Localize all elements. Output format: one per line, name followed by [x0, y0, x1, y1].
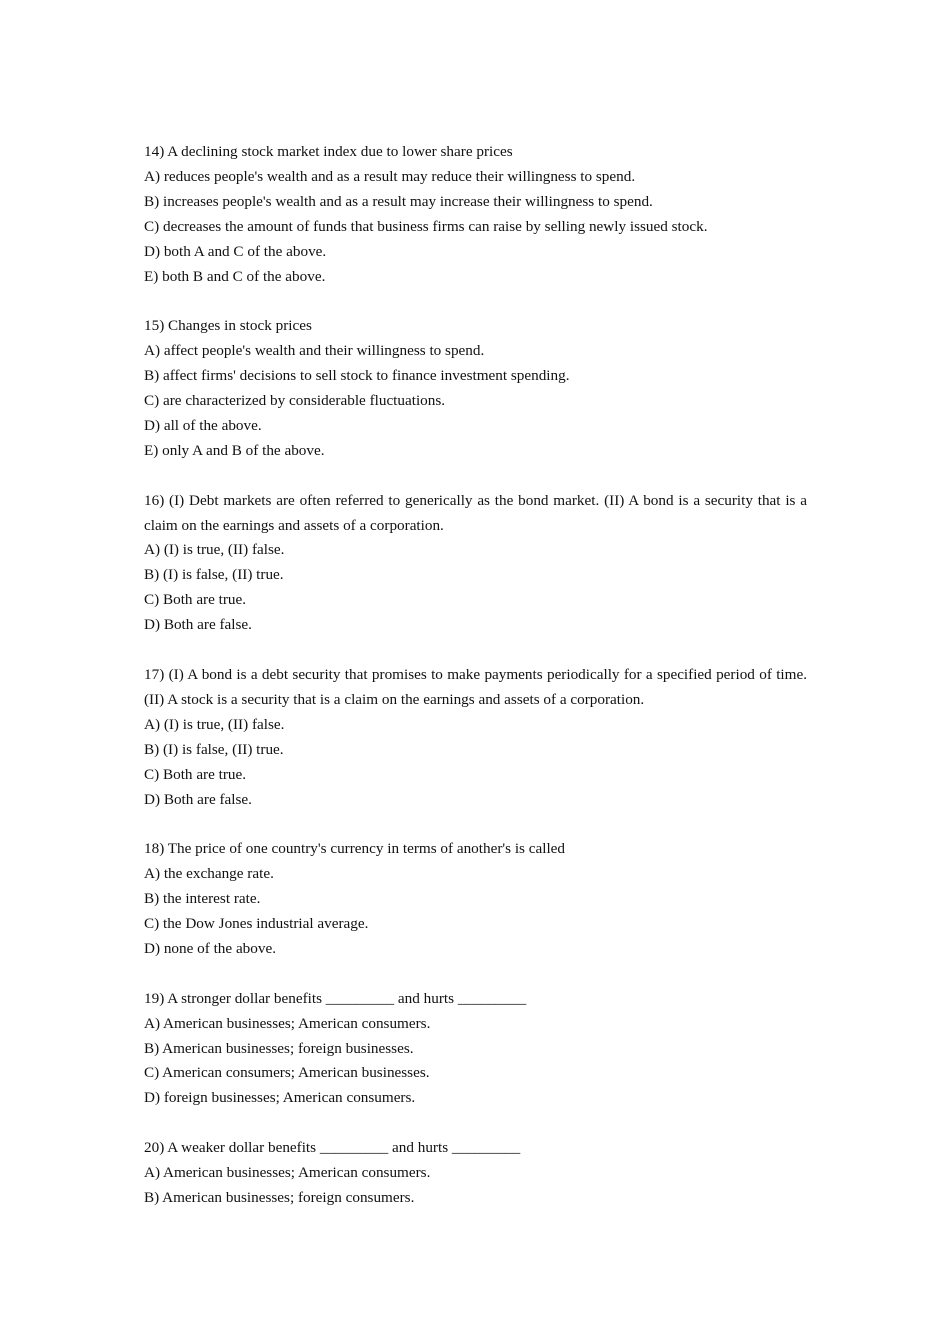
question-stem: 17) (I) A bond is a debt security that promises to make payments periodically for a specified period of time. (II) A stock is a security that is a claim on the earnings and assets of a corporation.	[144, 665, 807, 708]
question-stem: 15) Changes in stock prices	[144, 317, 312, 335]
answer-option-a: A) American businesses; American consumers.	[144, 1164, 431, 1182]
answer-option-b: B) American businesses; foreign consumers.	[144, 1188, 415, 1206]
question-20	[144, 1136, 807, 1211]
question-18	[144, 837, 807, 962]
answer-option-c: C) decreases the amount of funds that business firms can raise by selling newly issued stock.	[144, 217, 708, 235]
answer-option-a: A) (I) is true, (II) false.	[144, 541, 285, 559]
answer-option-d: D) Both are false.	[144, 616, 252, 634]
answer-option-e: E) both B and C of the above.	[144, 267, 326, 285]
answer-option-e: E) only A and B of the above.	[144, 441, 325, 459]
question-stem: 19) A stronger dollar benefits _________ and hurts _________	[144, 989, 527, 1007]
answer-option-a: A) reduces people's wealth and as a result may reduce their willingness to spend.	[144, 167, 636, 185]
document-page	[144, 140, 807, 1236]
answer-option-d: D) both A and C of the above.	[144, 242, 327, 260]
answer-option-b: B) American businesses; foreign businesses.	[144, 1039, 414, 1057]
question-stem: 16) (I) Debt markets are often referred to generically as the bond market. (II) A bond is a security that is a claim on the earnings and assets of a corporation.	[144, 491, 807, 534]
answer-option-b: B) the interest rate.	[144, 890, 261, 908]
question-stem: 14) A declining stock market index due to lower share prices	[144, 143, 513, 160]
answer-option-c: C) are characterized by considerable fluctuations.	[144, 392, 446, 410]
answer-option-d: D) all of the above.	[144, 416, 262, 434]
question-16	[144, 489, 807, 638]
answer-option-d: D) Both are false.	[144, 790, 252, 808]
answer-option-a: A) American businesses; American consumers.	[144, 1014, 431, 1032]
question-17	[144, 663, 807, 812]
answer-option-c: C) American consumers; American businesses.	[144, 1064, 430, 1082]
answer-option-d: D) foreign businesses; American consumers.	[144, 1089, 416, 1107]
answer-option-c: C) Both are true.	[144, 765, 247, 783]
answer-option-a: A) affect people's wealth and their willingness to spend.	[144, 342, 485, 360]
answer-option-d: D) none of the above.	[144, 939, 277, 957]
answer-option-a: A) (I) is true, (II) false.	[144, 715, 285, 733]
answer-option-b: B) affect firms' decisions to sell stock to finance investment spending.	[144, 367, 570, 385]
answer-option-c: C) the Dow Jones industrial average.	[144, 915, 369, 933]
question-stem: 18) The price of one country's currency in terms of another's is called	[144, 840, 566, 858]
question-14	[144, 140, 807, 289]
answer-option-b: B) increases people's wealth and as a result may increase their willingness to spend.	[144, 192, 653, 210]
answer-option-b: B) (I) is false, (II) true.	[144, 740, 284, 758]
answer-option-a: A) the exchange rate.	[144, 865, 274, 883]
question-19	[144, 987, 807, 1112]
answer-option-c: C) Both are true.	[144, 591, 247, 609]
answer-option-b: B) (I) is false, (II) true.	[144, 566, 284, 584]
question-15	[144, 314, 807, 463]
question-stem: 20) A weaker dollar benefits _________ and hurts _________	[144, 1139, 521, 1157]
